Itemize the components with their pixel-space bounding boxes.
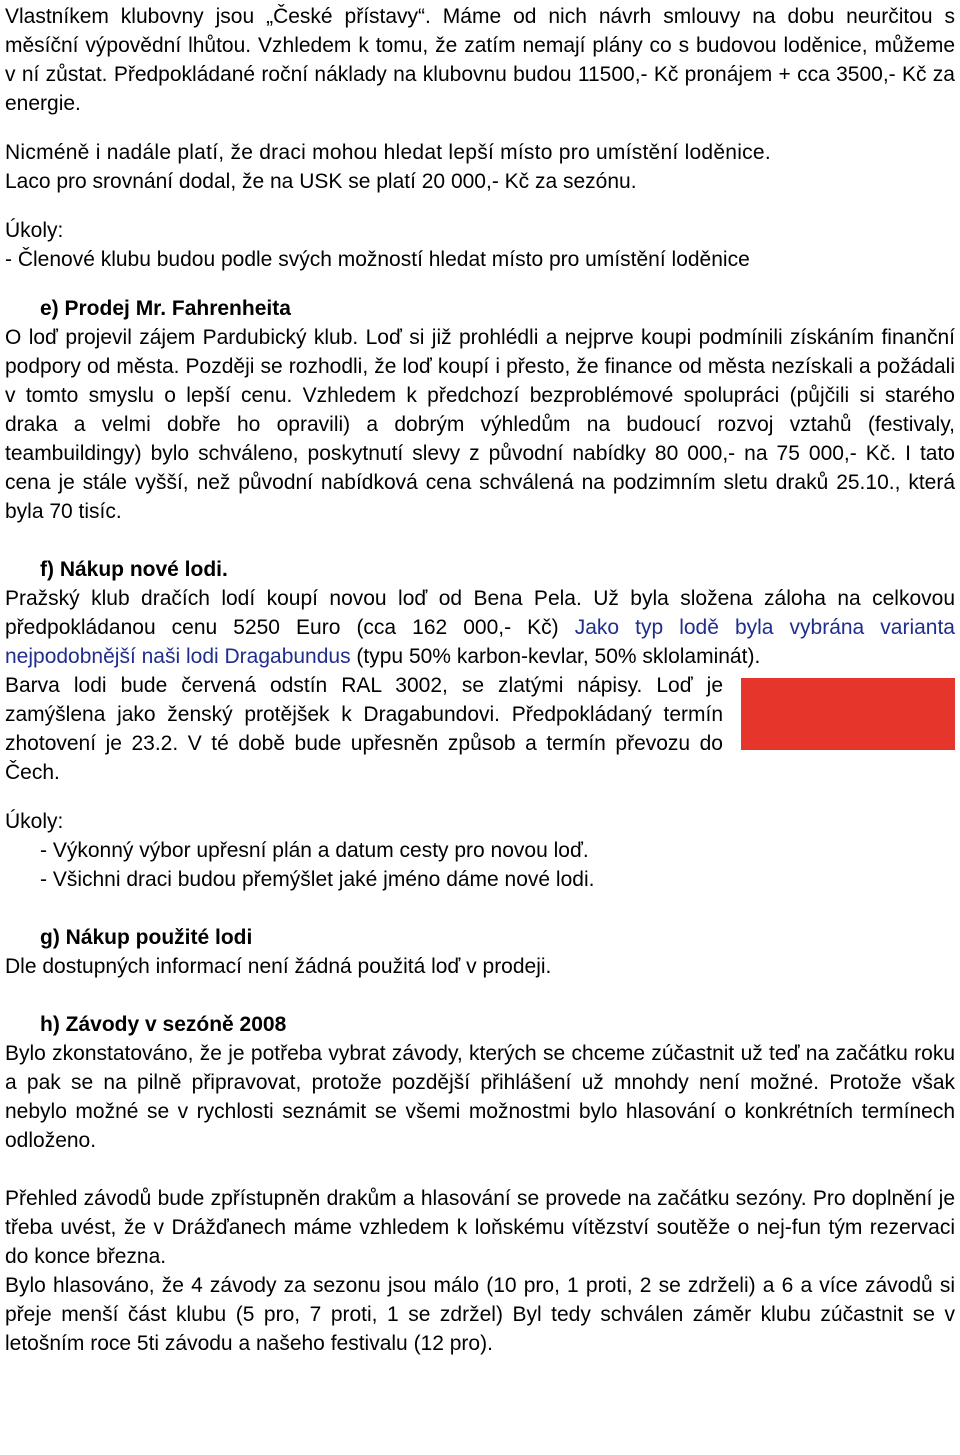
tasks-label-f: Úkoly: [5,810,64,833]
boat-color-section [5,671,955,787]
section-body-e: O loď projevil zájem Pardubický klub. Loď si již prohlédli a nejprve koupi podmínili získáním finanční podpory od města. Později se rozhodli, že loď koupí i přesto, že finance od města nezískali a požádali v tomto smyslu o lepší cenu. Vzhledem k předchozí bezproblémové spolupráci (půjčili si starého draka a velmi dobře ho opravili) a dobrým výhledům na budoucí rozvoj vztahů (festivaly, teambuildingy) bylo schváleno, poskytnutí slevy z původní nabídky 80 000,- na 75 000,- Kč. I tato cena je stále vyšší, než původní nabídková cena schválená na podzimním sletu draků 25.10., která byla 70 tisíc. [5,326,955,523]
section-body-f-text: Pražský klub dračích lodí koupí novou loď od Bena Pela. Už byla složena záloha na celkovou předpokládanou cenu 5250 Euro (cca 162 000,- Kč) [5,587,955,639]
document-page [5,2,955,1358]
task-item: - Členové klubu budou podle svých možností hledat místo pro umístění loděnice [5,248,750,271]
section-body-h2: Přehled závodů bude zpřístupněn drakům a hlasování se provede na začátku sezóny. Pro doplnění je třeba uvést, že v Drážďanech máme vzhledem k loňskému vítězství soutěže o nej-fun tým rezervaci do konce března. [5,1187,955,1268]
section-heading-f: f) Nákup nové lodi. [40,558,228,581]
section-heading-e: e) Prodej Mr. Fahrenheita [40,297,291,320]
section-heading-g: g) Nákup použité lodi [40,926,253,949]
task-item-f2: - Všichni draci budou přemýšlet jaké jméno dáme nové lodi. [40,868,595,891]
section-heading-h: h) Závody v sezóně 2008 [40,1013,287,1036]
boat-type-highlight: Jako typ lodě byla vybrána varianta nejpodobnější naši lodi Dragabundus [5,616,955,668]
section-body-h1: Bylo zkonstatováno, že je potřeba vybrat závody, kterých se chceme zúčastnit už teď na začátku roku a pak se na pilně připravovat, protože pozdější přihlášení už mnohdy není možné. Protože však nebylo možné se v rychlosti seznámit se všemi možnostmi bylo hlasování o konkrétních termínech odloženo. [5,1042,955,1152]
intro-paragraph-note: Nicméně i nadále platí, že draci mohou hledat lepší místo pro umístění loděnice. [5,141,771,164]
tasks-label: Úkoly: [5,219,64,242]
color-swatch-ral3002 [741,678,955,750]
boat-color-text: Barva lodi bude červená odstín RAL 3002, se zlatými nápisy. Loď je zamýšlena jako ženský protějšek k Dragabundovi. Předpokládaný termín zhotovení je 23.2. V té době bude upřesněn způsob a termín převozu do Čech. [5,674,723,784]
section-body-f-text-end: (typu 50% karbon-kevlar, 50% sklolaminát). [350,645,761,668]
task-item-f1: - Výkonný výbor upřesní plán a datum cesty pro novou loď. [40,839,589,862]
intro-paragraph: Vlastníkem klubovny jsou „České přístavy“. Máme od nich návrh smlouvy na dobu neurčitou s měsíční výpovědní lhůtou. Vzhledem k tomu, že zatím nemají plány co s budovou loděnice, můžeme v ní zůstat. Předpokládané roční náklady na klubovnu budou 11500,- Kč pronájem + cca 3500,- Kč za energie. [5,5,955,115]
section-body-h3: Bylo hlasováno, že 4 závody za sezonu jsou málo (10 pro, 1 proti, 2 se zdrželi) a 6 a více závodů si přeje menší část klubu (5 pro, 7 proti, 1 se zdržel) Byl tedy schválen záměr klubu zúčastnit se v letošním roce 5ti závodu a našeho festivalu (12 pro). [5,1274,955,1355]
intro-paragraph-comparison: Laco pro srovnání dodal, že na USK se platí 20 000,- Kč za sezónu. [5,170,637,193]
section-body-g: Dle dostupných informací není žádná použitá loď v prodeji. [5,955,552,978]
section-body-f [5,584,955,671]
